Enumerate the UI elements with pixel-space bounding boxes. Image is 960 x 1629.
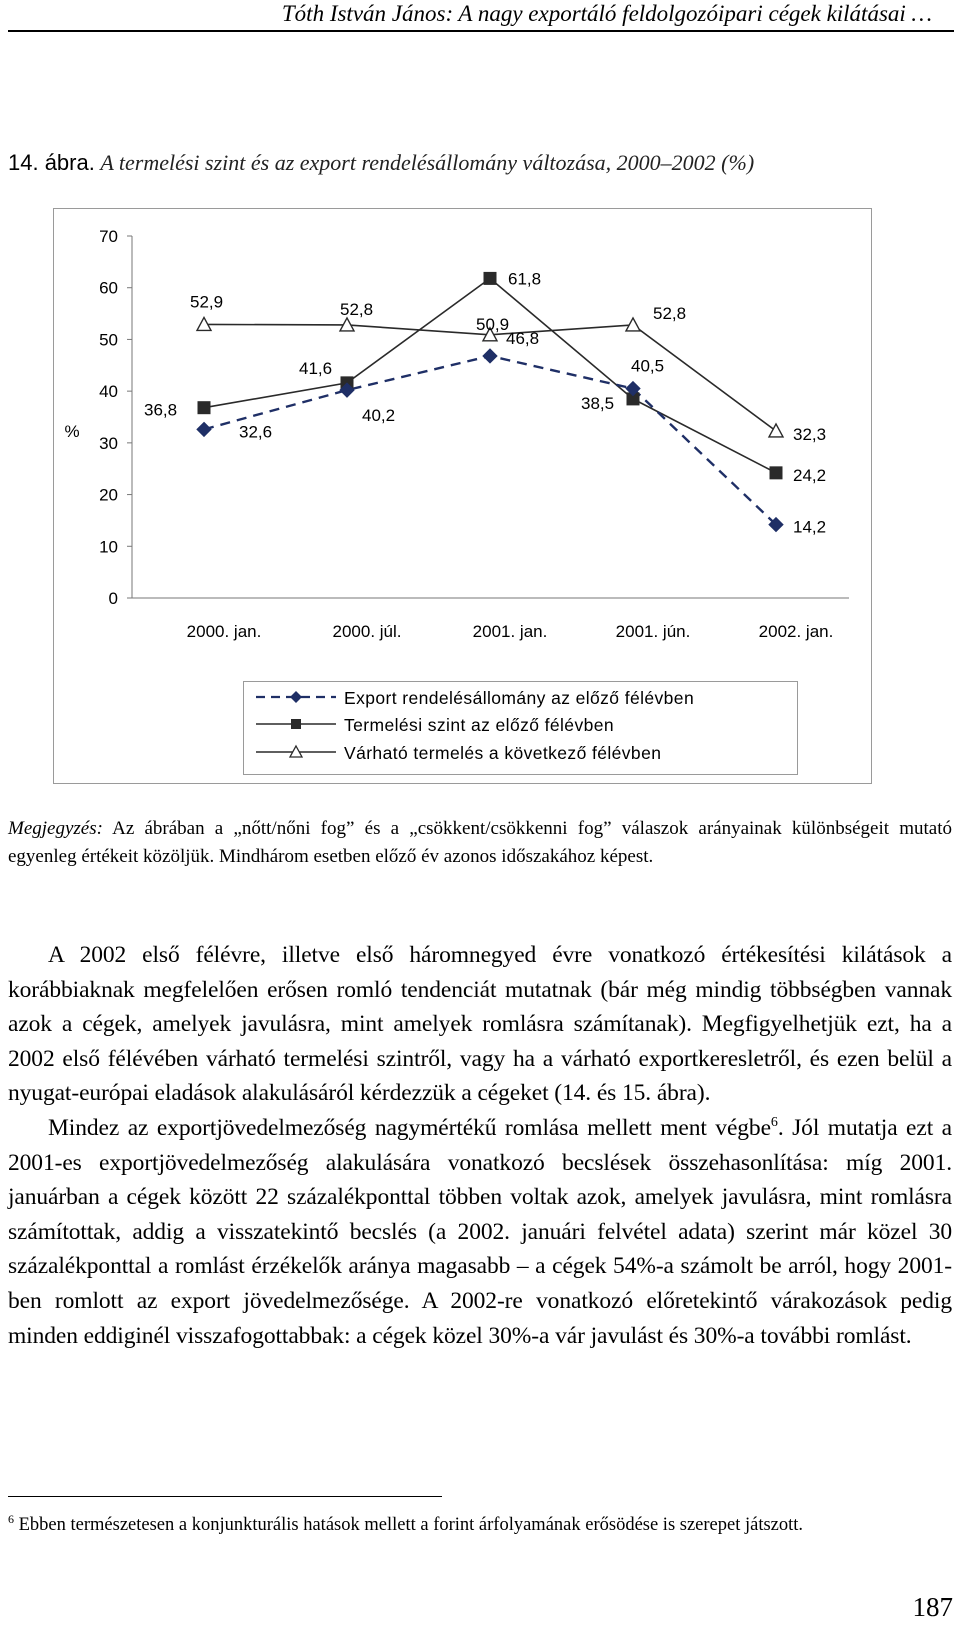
chart-frame	[53, 208, 872, 784]
series-0-data-label: 32,6	[239, 422, 273, 442]
paragraph-2	[8, 1111, 952, 1353]
series-1-data-label: 41,6	[299, 358, 333, 378]
series-0-data-label: 40,2	[362, 406, 396, 426]
y-tick-label: 0	[108, 589, 118, 608]
series-1-marker	[484, 272, 496, 284]
running-title: Tóth István János: A nagy exportáló feldolgozóipari cégek kilátásai …	[281, 1, 932, 26]
y-tick-label: 50	[99, 330, 118, 350]
y-tick-label: 60	[99, 278, 118, 298]
figure-number: 14. ábra.	[8, 150, 95, 175]
x-tick-label: 2001. jún.	[615, 622, 691, 641]
running-header	[8, 0, 954, 32]
series-2-data-label: 52,8	[340, 299, 374, 319]
figure-title: A termelési szint és az export rendelésállomány változása, 2000–2002 (%)	[100, 150, 755, 175]
x-tick-label: 2001. jan.	[472, 622, 548, 641]
series-2-marker	[769, 424, 783, 437]
legend-diamond-icon	[290, 691, 302, 703]
y-tick-label: 30	[99, 433, 118, 453]
footnote	[8, 1505, 952, 1539]
series-2-marker	[626, 318, 640, 331]
legend-label-production: Termelési szint az előző félévben	[344, 715, 614, 735]
series-1-marker	[770, 467, 782, 479]
series-0-data-label: 40,5	[631, 356, 665, 376]
footnote-text: Ebben természetesen a konjunkturális hatások mellett a forint árfolyamának erősödése is szerepet játszott.	[18, 1515, 804, 1536]
chart-legend	[243, 681, 798, 775]
series-0-marker	[197, 422, 211, 436]
y-axis-title: %	[64, 422, 80, 441]
series-line-0	[204, 356, 776, 525]
note-label: Megjegyzés:	[8, 818, 103, 839]
x-tick-label: 2002. jan.	[758, 622, 834, 641]
series-0-marker	[483, 349, 497, 363]
body-text	[8, 938, 952, 1353]
paragraph-2-rest: . Jól mutatja ezt a 2001-es exportjövedelmezőség alakulására vonatkozó becslések összehasonlítása: míg 2001. januárban a cégek között 22 százalékponttal többen voltak azok, amelyek javulásra, mint romlásra számítottak, addig a visszatekintő becslés (a 2002. januári felvétel adata) szerint már közel 30 százalékponttal a romlást érzékelők aránya magasabb – a cégek 54%-a számolt be arról, hogy 2001-ben romlott az export jövedelmezősége. A 2002-re vonatkozó előretekintő várakozások pedig minden eddiginél visszafogottabbak: a cégek közel 30%-a vár javulást és 30%-a további romlást.	[8, 1114, 952, 1349]
x-tick-label: 2000. júl.	[332, 622, 402, 641]
x-tick-label: 2000. jan.	[186, 622, 262, 641]
series-0-data-label: 46,8	[506, 328, 540, 348]
series-2-data-label: 52,9	[190, 292, 224, 312]
y-tick-label: 20	[99, 485, 118, 505]
page-number: 187	[912, 1592, 953, 1622]
note-text: Az ábrában a „nőtt/nőni fog” és a „csökkent/csökkenni fog” válaszok arányainak különbségeit mutató egyenleg értékeit közöljük. Mindhárom esetben előző év azonos időszakához képest.	[8, 818, 953, 867]
y-tick-label: 10	[99, 537, 118, 557]
legend-label-export: Export rendelésállomány az előző félévben	[344, 688, 695, 708]
series-1-data-label: 38,5	[581, 393, 615, 413]
y-tick-label: 70	[99, 227, 118, 246]
paragraph-1: A 2002 első félévre, illetve első háromnegyed évre vonatkozó értékesítési kilátások a korábbiaknak megfelelően erősen romló tendenciát mutatnak (bár még mindig többségben vannak azok a cégek, amelyek javulásra, mint amelyek romlásra számítanak). Megfigyelhetjük ezt, ha a 2002 első félévében várható termelési szintről, vagy ha a várható exportkeresletről, és ezen belül a nyugat-európai eladások alakulásáról kérdezzük a cégeket (14. és 15. ábra).	[8, 942, 952, 1107]
series-1-data-label: 61,8	[508, 269, 542, 289]
footnote-rule	[8, 1496, 442, 1497]
legend-label-expected: Várható termelés a következő félévben	[344, 743, 662, 763]
series-2-data-label: 52,8	[653, 303, 687, 323]
series-2-data-label: 32,3	[793, 424, 827, 444]
series-line-1	[204, 278, 776, 472]
footnote-ref[interactable]: 6	[770, 1115, 778, 1131]
series-1-data-label: 36,8	[144, 400, 178, 420]
figure-caption	[8, 150, 754, 176]
figure-note	[8, 815, 952, 871]
footnote-mark: 6	[8, 1512, 14, 1526]
paragraph-2-start: Mindez az exportjövedelmezőség nagymértékű romlása mellett ment végbe	[48, 1114, 771, 1141]
legend-square-icon	[291, 719, 301, 729]
series-0-data-label: 14,2	[793, 517, 827, 537]
series-2-data-label: 50,9	[476, 314, 510, 334]
series-1-data-label: 24,2	[793, 465, 827, 485]
y-tick-label: 40	[99, 382, 118, 402]
series-1-marker	[198, 402, 210, 414]
